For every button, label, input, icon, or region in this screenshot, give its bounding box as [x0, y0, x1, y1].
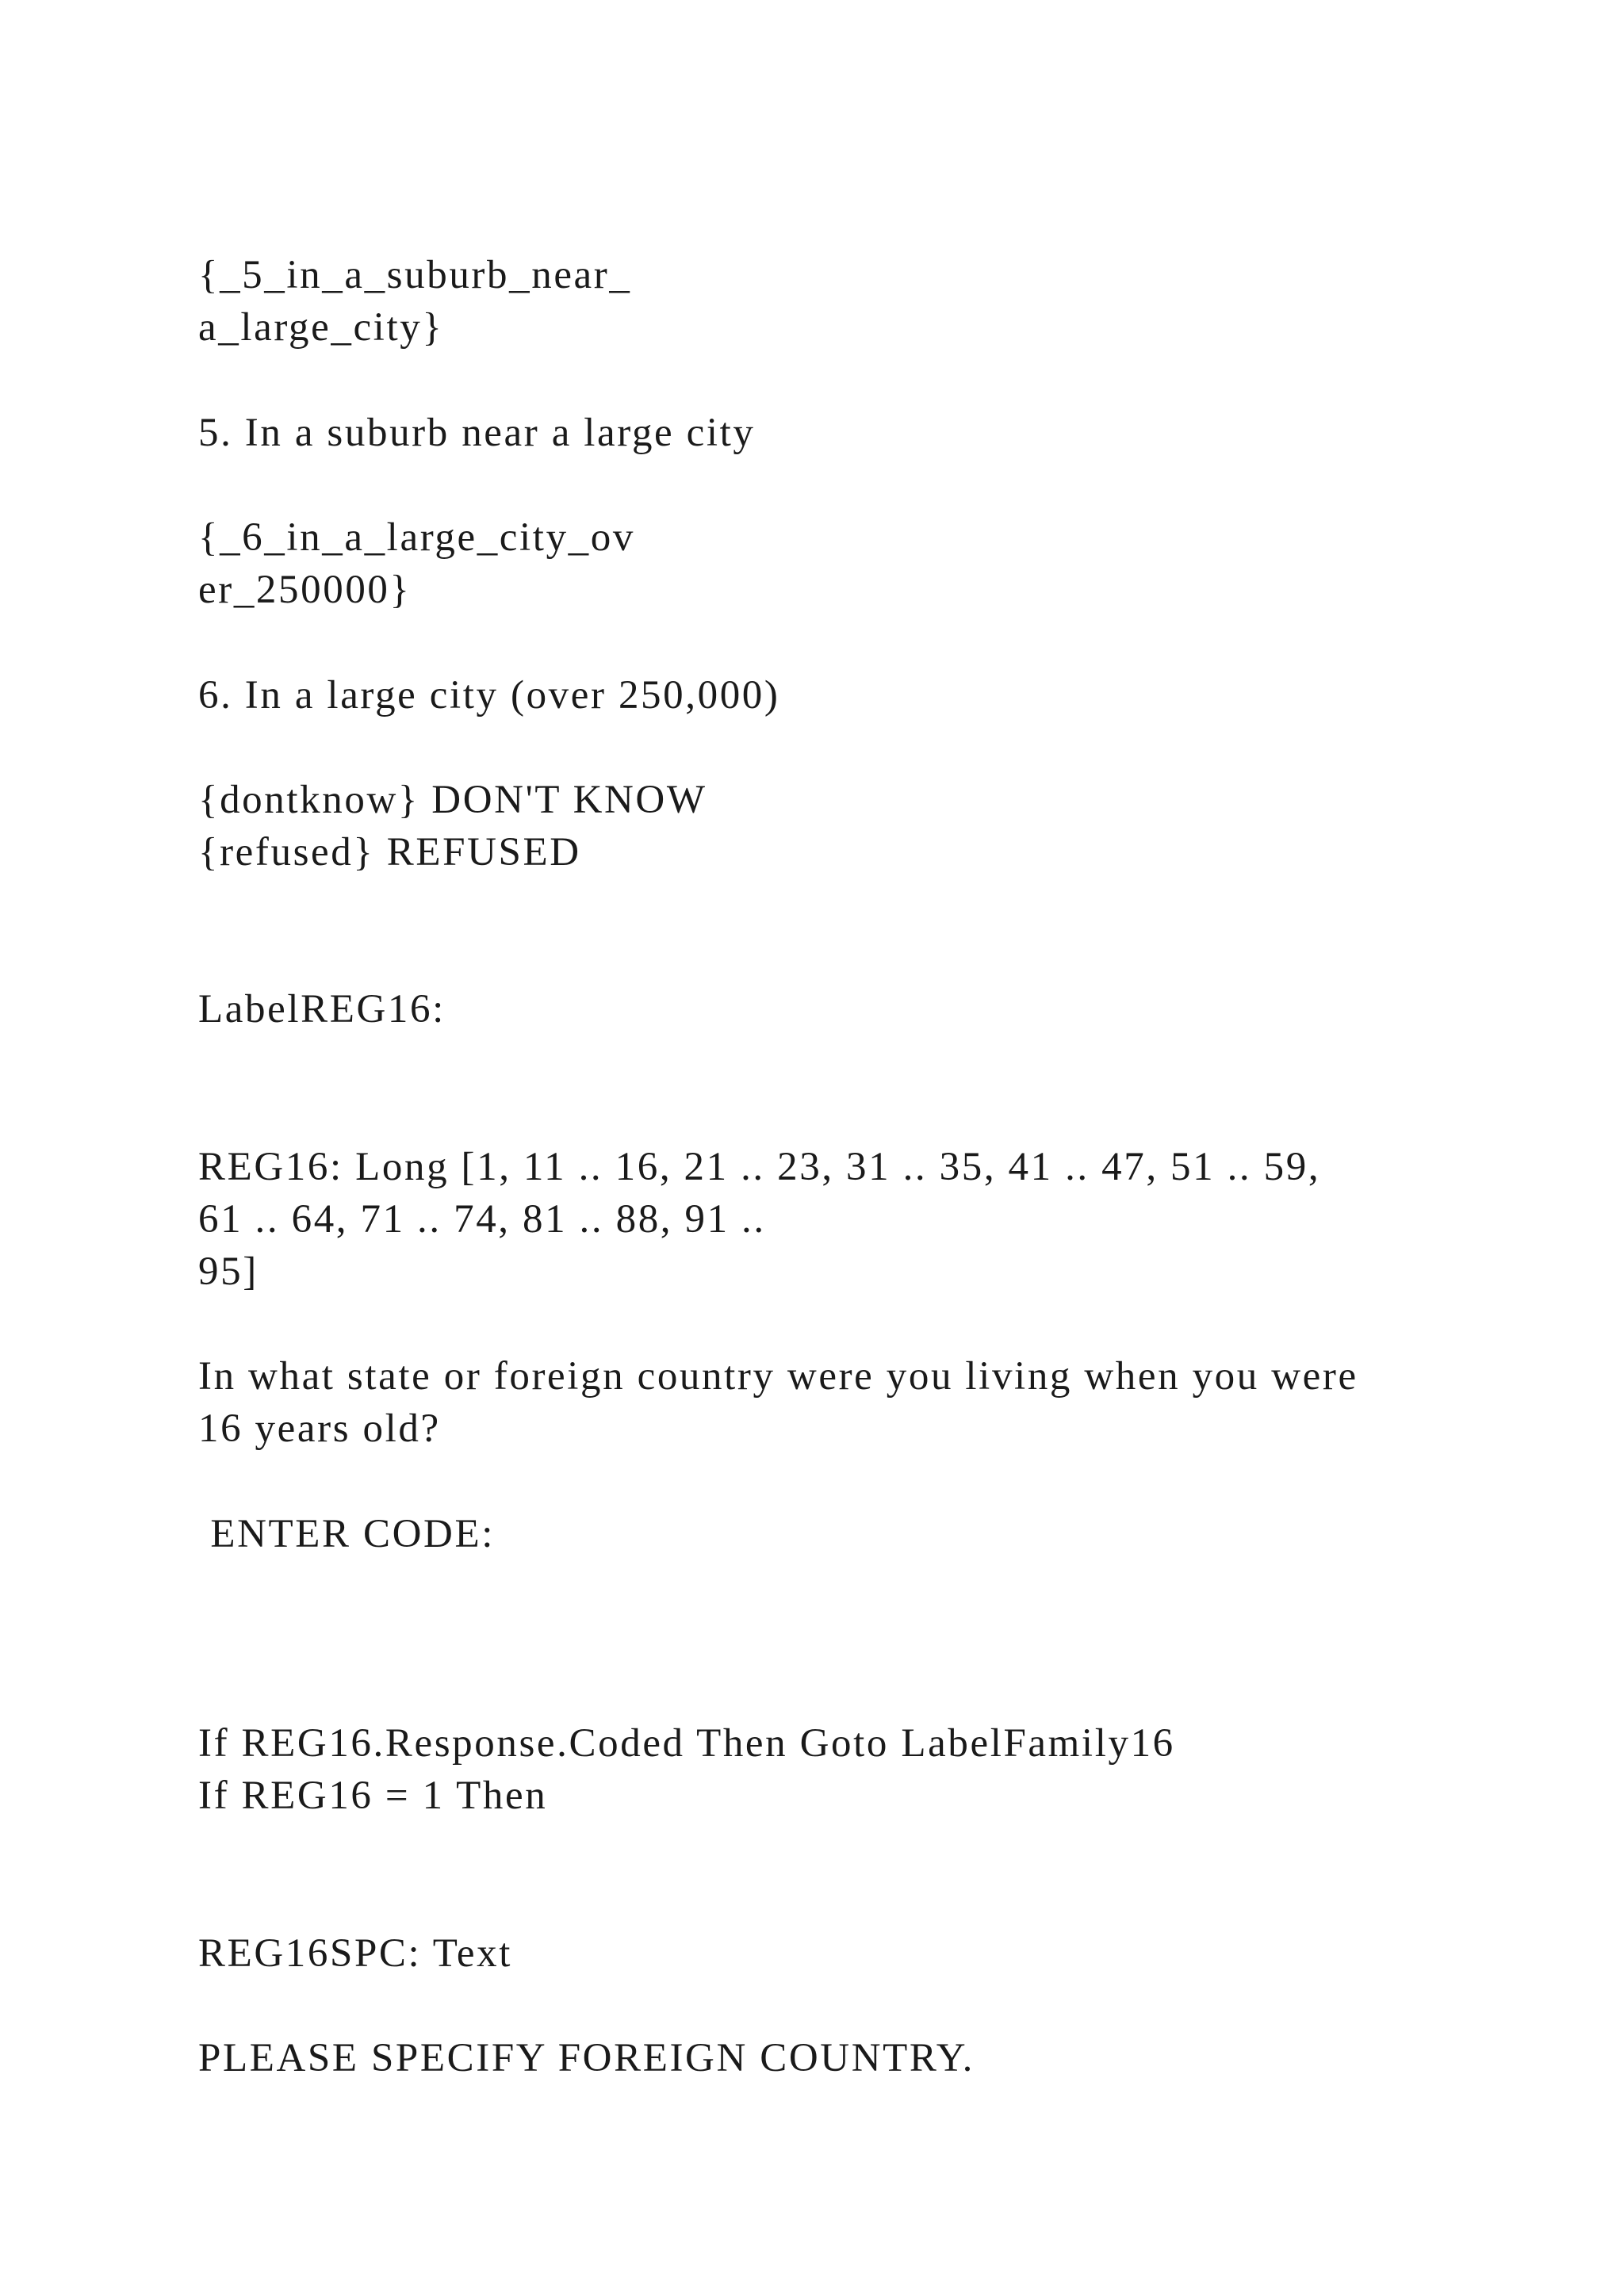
- reg16-question-line2: 16 years old?: [198, 1406, 441, 1451]
- reg16-question-line1: In what state or foreign country were you living when you were: [198, 1354, 1358, 1399]
- response-code-large-city-part1: {_6_in_a_large_city_ov: [198, 515, 635, 560]
- skip-logic-line2: If REG16 = 1 Then: [198, 1774, 548, 1818]
- response-option-large-city: 6. In a large city (over 250,000): [198, 673, 780, 718]
- reg16spc-definition: REG16SPC: Text: [198, 1931, 513, 1976]
- reg16spc-question: PLEASE SPECIFY FOREIGN COUNTRY.: [198, 2036, 975, 2080]
- response-code-suburb-part2: a_large_city}: [198, 305, 444, 350]
- enter-code-instruction: ENTER CODE:: [198, 1512, 496, 1556]
- response-code-large-city-part2: er_250000}: [198, 568, 412, 612]
- skip-logic-line1: If REG16.Response.Coded Then Goto LabelFamily16: [198, 1721, 1175, 1766]
- response-option-refused: {refused} REFUSED: [198, 830, 581, 874]
- response-option-dont-know: {dontknow} DON'T KNOW: [198, 778, 707, 822]
- response-option-suburb: 5. In a suburb near a large city: [198, 411, 756, 455]
- response-code-suburb-part1: {_5_in_a_suburb_near_: [198, 253, 632, 297]
- label-reg16: LabelREG16:: [198, 987, 446, 1031]
- reg16-definition-line3: 95]: [198, 1249, 259, 1294]
- reg16-definition-line2: 61 .. 64, 71 .. 74, 81 .. 88, 91 ..: [198, 1197, 766, 1242]
- reg16-definition-line1: REG16: Long [1, 11 .. 16, 21 .. 23, 31 .. 35, 41 .. 47, 51 .. 59,: [198, 1145, 1321, 1189]
